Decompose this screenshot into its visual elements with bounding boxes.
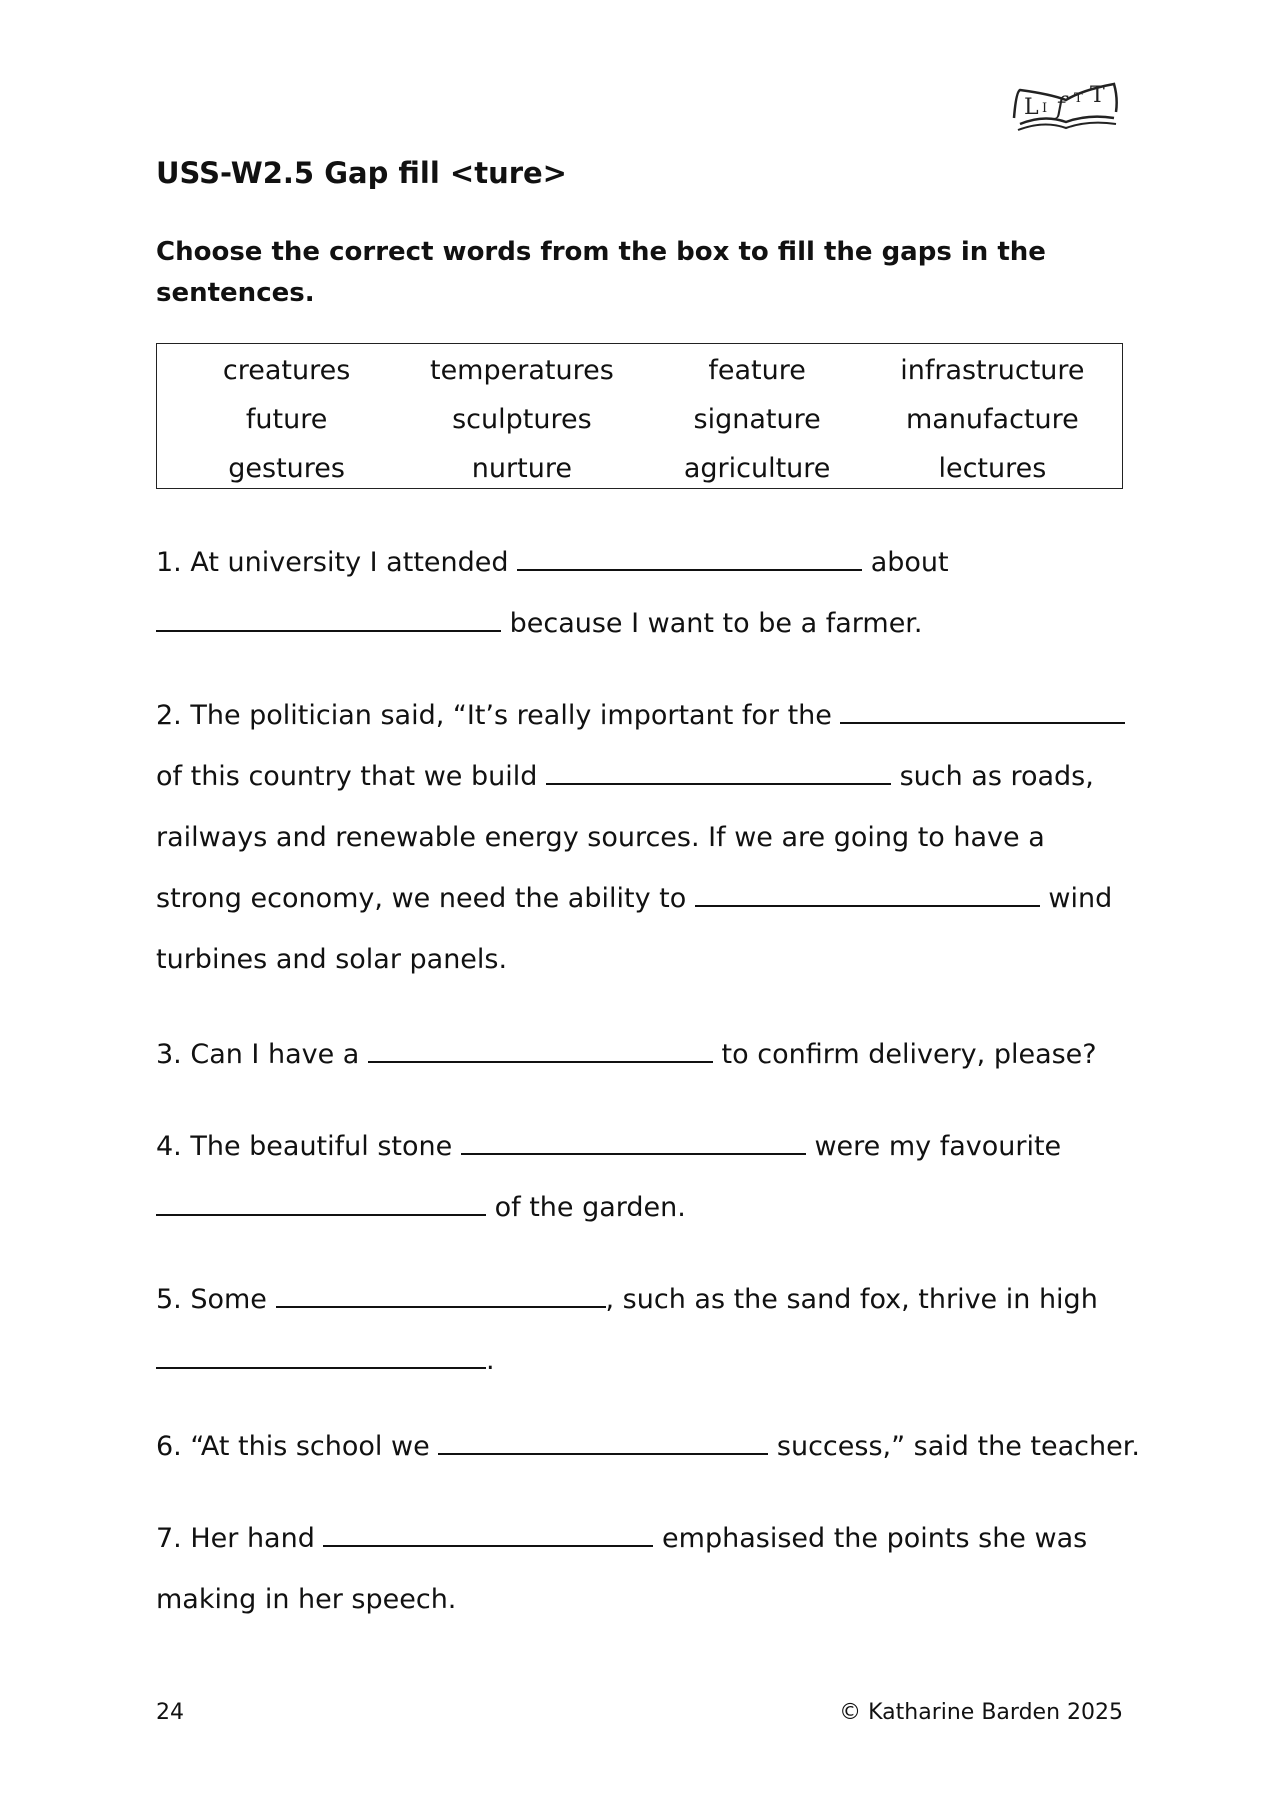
word-option: signature — [693, 404, 821, 435]
word-option: creatures — [222, 355, 351, 386]
question-text: because I want to be a farmer. — [509, 608, 923, 639]
question-text: of this country that we build — [156, 761, 538, 792]
question-text: 5. Some — [156, 1284, 267, 1315]
question-1 — [156, 532, 1136, 654]
question-text: 7. Her hand — [156, 1523, 315, 1554]
question-text: success,” said the teacher. — [776, 1431, 1140, 1462]
question-text: 2. The politician said, “It’s really important for the — [156, 700, 832, 731]
question-text: to confirm delivery, please? — [721, 1039, 1097, 1070]
page-number: 24 — [156, 1700, 184, 1725]
word-option: nurture — [471, 453, 572, 484]
word-option: manufacture — [905, 404, 1079, 435]
question-3 — [156, 1024, 1136, 1085]
question-text: turbines and solar panels. — [156, 944, 508, 975]
svg-text:I: I — [1042, 101, 1048, 116]
question-text: were my favourite — [814, 1131, 1062, 1162]
question-text: , such as the sand fox, thrive in high — [605, 1284, 1098, 1315]
gap-blank[interactable] — [546, 761, 891, 785]
word-option: gestures — [228, 453, 345, 484]
svg-text:L: L — [1024, 95, 1039, 120]
page-title: USS-W2.5 Gap fill <ture> — [156, 156, 567, 190]
question-7 — [156, 1508, 1136, 1630]
word-option: temperatures — [429, 355, 614, 386]
gap-blank[interactable] — [840, 700, 1125, 724]
gap-blank[interactable] — [276, 1284, 606, 1308]
question-4 — [156, 1116, 1136, 1238]
question-text: strong economy, we need the ability to — [156, 883, 687, 914]
word-option: sculptures — [452, 404, 592, 435]
gap-blank[interactable] — [368, 1039, 713, 1063]
question-text: . — [486, 1345, 495, 1376]
question-text: 3. Can I have a — [156, 1039, 360, 1070]
word-option: feature — [708, 355, 806, 386]
question-text: emphasised the points she was — [662, 1523, 1088, 1554]
gap-blank[interactable] — [461, 1131, 806, 1155]
question-text: railways and renewable energy sources. If we are going to have a — [156, 822, 1045, 853]
question-text: 4. The beautiful stone — [156, 1131, 453, 1162]
word-option: infrastructure — [900, 355, 1085, 386]
word-option: future — [245, 404, 328, 435]
instructions: Choose the correct words from the box to fill the gaps in the sentences. — [156, 237, 1046, 308]
question-5 — [156, 1269, 1136, 1391]
lift-logo-icon — [1010, 78, 1120, 140]
gap-blank[interactable] — [156, 1345, 486, 1369]
svg-text:T: T — [1074, 91, 1083, 106]
word-option: agriculture — [683, 453, 831, 484]
question-text: making in her speech. — [156, 1584, 457, 1615]
word-box — [156, 343, 1123, 489]
svg-text:T: T — [1090, 83, 1105, 108]
gap-blank[interactable] — [438, 1431, 768, 1455]
question-text: 6. “At this school we — [156, 1431, 430, 1462]
question-6 — [156, 1416, 1140, 1477]
gap-blank[interactable] — [323, 1523, 653, 1547]
question-text: 1. At university I attended — [156, 547, 509, 578]
question-text: wind — [1048, 883, 1113, 914]
question-text: about — [870, 547, 949, 578]
question-text: of the garden. — [494, 1192, 686, 1223]
gap-blank[interactable] — [156, 608, 501, 632]
gap-blank[interactable] — [517, 547, 862, 571]
question-2 — [156, 685, 1136, 990]
question-text: such as roads, — [899, 761, 1094, 792]
word-option: lectures — [938, 453, 1047, 484]
gap-blank[interactable] — [695, 883, 1040, 907]
copyright-notice: © Katharine Barden 2025 — [839, 1700, 1123, 1725]
svg-text:f: f — [1056, 92, 1065, 120]
gap-blank[interactable] — [156, 1192, 486, 1216]
